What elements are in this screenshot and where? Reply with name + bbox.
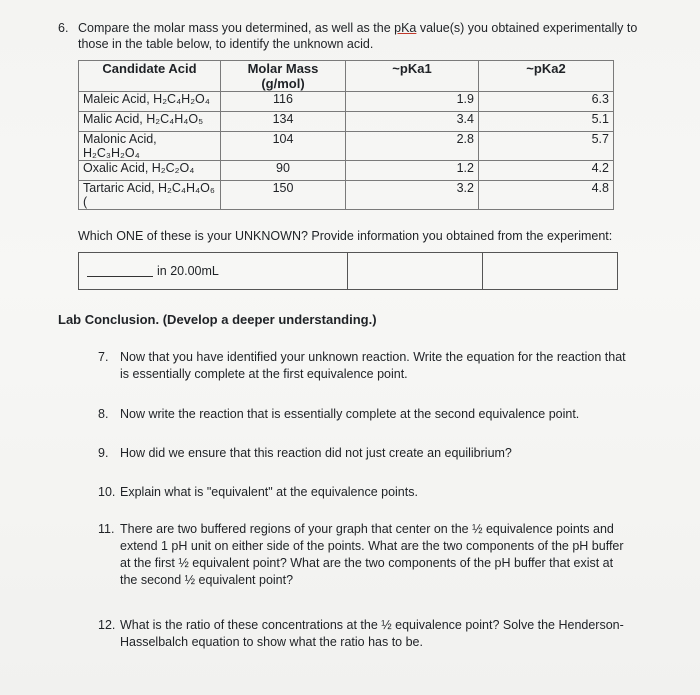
unknown-prompt: Which ONE of these is your UNKNOWN? Provide information you obtained from the experiment: xyxy=(78,229,613,243)
pka1-value: 1.2 xyxy=(346,161,479,181)
question-text: Explain what is "equivalent" at the equivalence points. xyxy=(120,485,418,499)
pka2-value: 5.1 xyxy=(479,112,614,132)
answer-cell-unknown[interactable] xyxy=(79,253,348,290)
question-text: Compare the molar mass you determined, as well as the pKa value(s) you obtained experimentally to those in the table below, to identify the unknown acid. xyxy=(78,21,638,51)
table-row xyxy=(79,161,614,181)
molar-mass: 104 xyxy=(221,132,346,161)
molar-mass: 90 xyxy=(221,161,346,181)
question-number: 11. xyxy=(98,522,115,536)
acid-name: Malonic Acid, H₂C₃H₂O₄ xyxy=(79,132,221,161)
question-number: 8. xyxy=(98,407,109,421)
pka2-value: 4.2 xyxy=(479,161,614,181)
header-pka2: ~pKa2 xyxy=(479,61,614,92)
pka-underlined: pKa xyxy=(394,21,417,35)
pka2-value: 5.7 xyxy=(479,132,614,161)
header-molar-mass: Molar Mass (g/mol) xyxy=(221,61,346,92)
question-number: 9. xyxy=(98,446,109,460)
table-row xyxy=(79,132,614,161)
acid-name: Malic Acid, H₂C₄H₄O₅ xyxy=(79,112,221,132)
answer-blank[interactable] xyxy=(87,276,153,277)
question-number: 6. xyxy=(58,21,69,35)
question-text: Now that you have identified your unknown reaction. Write the equation for the reaction that is essentially complete at the first equivalence point. xyxy=(120,350,626,381)
question-number: 10. xyxy=(98,485,116,499)
pka1-value: 3.4 xyxy=(346,112,479,132)
question-number: 7. xyxy=(98,350,109,364)
answer-suffix: in 20.00mL xyxy=(157,264,219,278)
header-pka1: ~pKa1 xyxy=(346,61,479,92)
table-row xyxy=(79,112,614,132)
header-candidate-acid: Candidate Acid xyxy=(79,61,221,92)
pka1-value: 1.9 xyxy=(346,92,479,112)
molar-mass: 150 xyxy=(221,181,346,210)
answer-cell-3[interactable] xyxy=(483,253,618,290)
table-row xyxy=(79,92,614,112)
answer-row xyxy=(79,253,618,290)
pka1-value: 3.2 xyxy=(346,181,479,210)
table-row xyxy=(79,181,614,210)
lab-conclusion-heading: Lab Conclusion. (Develop a deeper understanding.) xyxy=(58,312,377,327)
acid-name: Oxalic Acid, H₂C₂O₄ xyxy=(79,161,221,181)
acid-name: Tartaric Acid, H₂C₄H₄O₆ ( xyxy=(79,181,221,210)
question-number: 12. xyxy=(98,618,116,632)
table-header-row xyxy=(79,61,614,92)
pka2-value: 4.8 xyxy=(479,181,614,210)
question-text: How did we ensure that this reaction did not just create an equilibrium? xyxy=(120,446,512,460)
pka2-value: 6.3 xyxy=(479,92,614,112)
question-text: Now write the reaction that is essentially complete at the second equivalence point. xyxy=(120,407,580,421)
molar-mass: 134 xyxy=(221,112,346,132)
molar-mass: 116 xyxy=(221,92,346,112)
acid-name: Maleic Acid, H₂C₄H₂O₄ xyxy=(79,92,221,112)
question-text: What is the ratio of these concentrations at the ½ equivalence point? Solve the Henderson-Hasselbalch equation to show what the ratio has to be. xyxy=(120,618,624,649)
candidate-acid-table xyxy=(78,60,614,210)
answer-cell-2[interactable] xyxy=(348,253,483,290)
unknown-answer-table xyxy=(78,252,618,290)
question-text: There are two buffered regions of your graph that center on the ½ equivalence points and extend 1 pH unit on either side of the points. What are the two components of the pH buffer at the first ½ equivalent point? What are the two components of the pH buffer that exist at the second ½ equivalent point? xyxy=(120,522,624,587)
pka1-value: 2.8 xyxy=(346,132,479,161)
